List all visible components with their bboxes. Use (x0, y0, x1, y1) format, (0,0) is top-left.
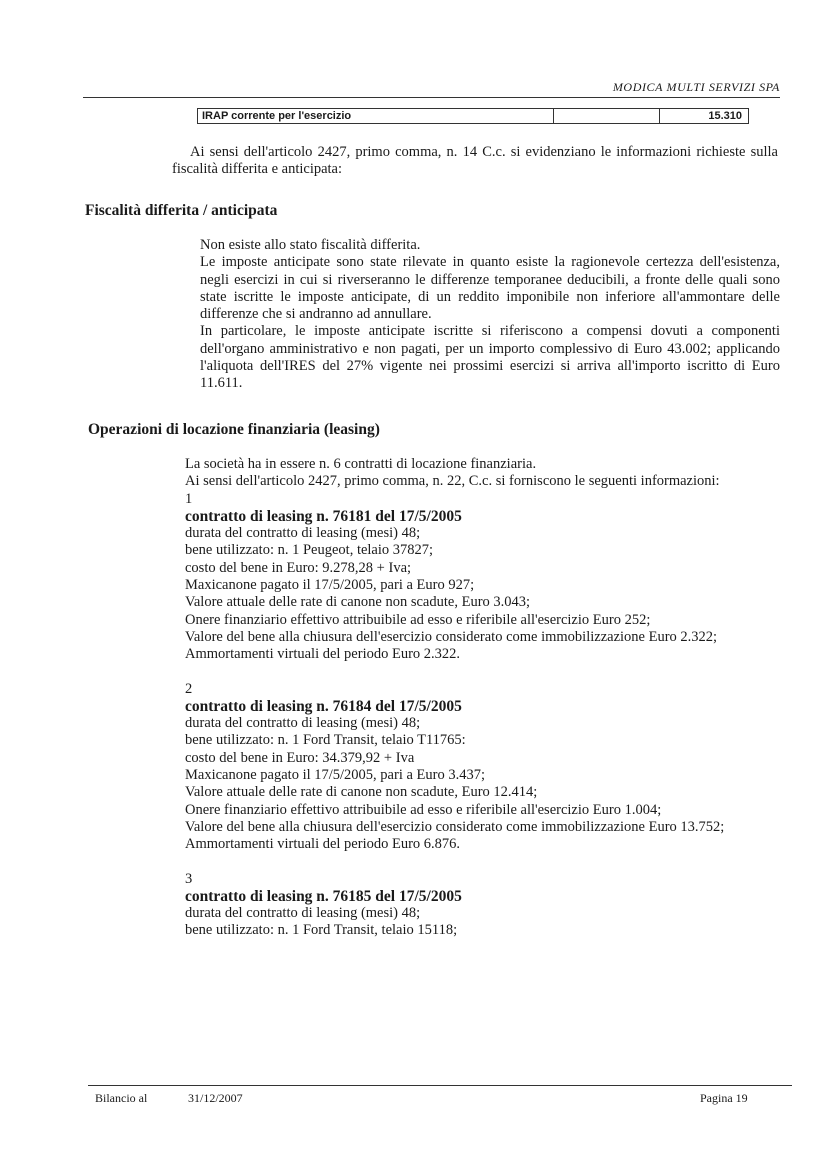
leasing-p1: La società ha in essere n. 6 contratti di locazione finanziaria. (185, 456, 537, 472)
contract-line: bene utilizzato: n. 1 Ford Transit, telaio 15118; (185, 922, 458, 939)
contract-line: durata del contratto di leasing (mesi) 48; (185, 905, 421, 922)
leasing-title: Operazioni di locazione finanziaria (leasing) (88, 421, 380, 438)
contract-line: Maxicanone pagato il 17/5/2005, pari a Euro 3.437; (185, 767, 485, 784)
contract-number: 3 (185, 870, 193, 887)
footer-date: 31/12/2007 (188, 1091, 243, 1105)
contract-line: Valore del bene alla chiusura dell'esercizio considerato come immobilizzazione Euro 2.322; (185, 628, 718, 645)
irap-value: 15.310 (708, 110, 742, 122)
contract-line: costo del bene in Euro: 34.379,92 + Iva (185, 749, 415, 766)
fiscalita-title: Fiscalità differita / anticipata (85, 202, 278, 219)
contract-line: Maxicanone pagato il 17/5/2005, pari a Euro 927; (185, 577, 475, 594)
page-number: Pagina 19 (700, 1091, 748, 1105)
contract-line: durata del contratto di leasing (mesi) 48; (185, 715, 421, 732)
fiscalita-p1: Non esiste allo stato fiscalità differita. (200, 237, 421, 253)
contract-line: Ammortamenti virtuali del periodo Euro 6.876. (185, 836, 461, 853)
contract-line: bene utilizzato: n. 1 Peugeot, telaio 37827; (185, 542, 434, 559)
irap-table-row (197, 108, 749, 124)
irap-empty-cell (554, 109, 660, 123)
contract-line: Valore del bene alla chiusura dell'esercizio considerato come immobilizzazione Euro 13.752; (185, 818, 725, 835)
contract-title: contratto di leasing n. 76181 del 17/5/2005 (185, 507, 462, 525)
contract-title: contratto di leasing n. 76185 del 17/5/2005 (185, 887, 462, 905)
contract-number: 1 (185, 490, 193, 507)
footer-label: Bilancio al (95, 1091, 148, 1105)
header-rule (83, 97, 780, 98)
fiscalita-p3: In particolare, le imposte anticipate iscritte si riferiscono a compensi dovuti a componenti dell'organo amministrativo e non pagati, per un importo complessivo di Euro 43.002; applicando l'aliquota dell'IRES del 27% vigente nei prossimi esercizi si arriva all'importo iscritto di Euro 11.611. (200, 323, 780, 392)
leasing-p2: Ai sensi dell'articolo 2427, primo comma, n. 22, C.c. si forniscono le seguenti informazioni: (185, 473, 720, 490)
contract-number: 2 (185, 680, 193, 697)
contract-line: Ammortamenti virtuali del periodo Euro 2.322. (185, 646, 461, 663)
intro-text: Ai sensi dell'articolo 2427, primo comma, n. 14 C.c. si evidenziano le informazioni richieste sulla fiscalità differita e anticipata: (172, 144, 778, 178)
fiscalita-p2: Le imposte anticipate sono state rilevate in quanto esiste la ragionevole certezza dell'esistenza, negli esercizi in cui si riverseranno le differenze temporanee deducibili, a fronte delle quali sono state iscritte le imposte anticipate, di un reddito imponibile non inferiore all'ammontare delle differenze che si andranno ad annullare. (200, 254, 780, 323)
contract-line: costo del bene in Euro: 9.278,28 + Iva; (185, 559, 412, 576)
irap-label: IRAP corrente per l'esercizio (198, 109, 554, 123)
footer-rule (88, 1085, 792, 1086)
leasing-contract (185, 491, 783, 664)
leasing-body (185, 456, 783, 940)
fiscalita-body (200, 237, 780, 393)
intro-paragraph (172, 144, 778, 179)
contract-line: Onere finanziario effettivo attribuibile ad esso e riferibile all'esercizio Euro 1.004; (185, 801, 662, 818)
contract-line: Onere finanziario effettivo attribuibile ad esso e riferibile all'esercizio Euro 252; (185, 611, 651, 628)
contract-title: contratto di leasing n. 76184 del 17/5/2005 (185, 697, 462, 715)
contract-line: Valore attuale delle rate di canone non scadute, Euro 3.043; (185, 594, 531, 611)
leasing-contract (185, 871, 783, 940)
leasing-contract (185, 681, 783, 854)
contract-line: bene utilizzato: n. 1 Ford Transit, telaio T11765: (185, 732, 466, 749)
contract-line: durata del contratto di leasing (mesi) 48; (185, 525, 421, 542)
contract-line: Valore attuale delle rate di canone non scadute, Euro 12.414; (185, 784, 538, 801)
company-name: MODICA MULTI SERVIZI SPA (612, 80, 780, 94)
